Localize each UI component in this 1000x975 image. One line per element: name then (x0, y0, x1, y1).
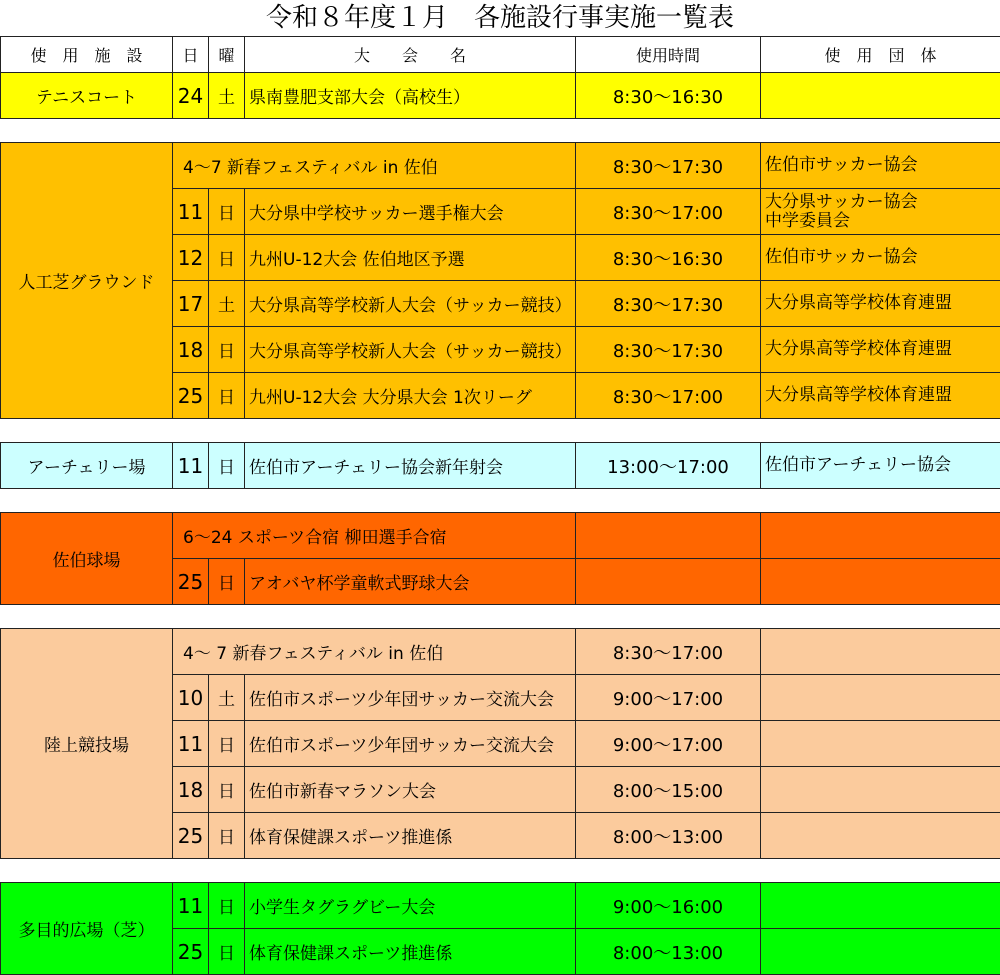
header-day: 日 (173, 37, 209, 73)
page-title: 令和８年度１月 各施設行事実施一覧表 (0, 0, 1000, 36)
weekday-cell: 日 (209, 721, 245, 767)
time-cell: 8:30～17:00 (576, 629, 761, 675)
facility-name: 佐伯球場 (1, 513, 173, 605)
event-period-name: 4～7 新春フェスティバル in 佐伯 (173, 143, 576, 189)
weekday-cell: 土 (209, 73, 245, 119)
weekday-cell: 日 (209, 189, 245, 235)
facility-name: 多目的広場（芝） (1, 883, 173, 975)
time-cell: 9:00～17:00 (576, 721, 761, 767)
event-name: 佐伯市アーチェリー協会新年射会 (245, 443, 576, 489)
event-name: 九州U-12大会 大分県大会 1次リーグ (245, 373, 576, 419)
time-cell: 8:30～16:30 (576, 73, 761, 119)
table-row (1, 513, 1000, 559)
facility-schedule-table (0, 36, 1000, 975)
weekday-cell: 日 (209, 767, 245, 813)
group-cell: 佐伯市サッカー協会 (761, 143, 1000, 189)
time-cell (576, 559, 761, 605)
group-cell (761, 721, 1000, 767)
table-row (1, 143, 1000, 189)
section-spacer (1, 605, 1000, 629)
group-cell: 大分県サッカー協会 中学委員会 (761, 189, 1000, 235)
weekday-cell: 土 (209, 281, 245, 327)
header-group: 使 用 団 体 (761, 37, 1000, 73)
weekday-cell: 日 (209, 559, 245, 605)
day-cell: 11 (173, 443, 209, 489)
group-cell (761, 629, 1000, 675)
section-spacer (1, 419, 1000, 443)
event-name: 佐伯市新春マラソン大会 (245, 767, 576, 813)
event-name: 佐伯市スポーツ少年団サッカー交流大会 (245, 675, 576, 721)
header-weekday: 曜 (209, 37, 245, 73)
table-row (1, 629, 1000, 675)
event-name: 県南豊肥支部大会（高校生） (245, 73, 576, 119)
day-cell: 25 (173, 373, 209, 419)
table-row (1, 883, 1000, 929)
group-cell (761, 73, 1000, 119)
header-row (1, 37, 1000, 73)
group-cell (761, 675, 1000, 721)
event-period-name: 4～ 7 新春フェスティバル in 佐伯 (173, 629, 576, 675)
weekday-cell: 日 (209, 929, 245, 975)
event-name: 佐伯市スポーツ少年団サッカー交流大会 (245, 721, 576, 767)
time-cell: 8:30～17:30 (576, 327, 761, 373)
weekday-cell: 日 (209, 813, 245, 859)
time-cell: 8:00～13:00 (576, 813, 761, 859)
time-cell: 8:30～16:30 (576, 235, 761, 281)
group-cell: 大分県高等学校体育連盟 (761, 281, 1000, 327)
event-name: 大分県高等学校新人大会（サッカー競技） (245, 327, 576, 373)
time-cell: 8:30～17:30 (576, 143, 761, 189)
time-cell: 8:30～17:30 (576, 281, 761, 327)
group-cell (761, 767, 1000, 813)
time-cell (576, 513, 761, 559)
facility-name: テニスコート (1, 73, 173, 119)
spacer-cell (1, 489, 1000, 513)
group-cell: 佐伯市サッカー協会 (761, 235, 1000, 281)
spacer-cell (1, 859, 1000, 883)
event-name: アオバヤ杯学童軟式野球大会 (245, 559, 576, 605)
day-cell: 10 (173, 675, 209, 721)
time-cell: 8:30～17:00 (576, 373, 761, 419)
facility-name: アーチェリー場 (1, 443, 173, 489)
weekday-cell: 土 (209, 675, 245, 721)
section-spacer (1, 119, 1000, 143)
group-cell: 佐伯市アーチェリー協会 (761, 443, 1000, 489)
time-cell: 8:30～17:00 (576, 189, 761, 235)
day-cell: 18 (173, 327, 209, 373)
spacer-cell (1, 605, 1000, 629)
weekday-cell: 日 (209, 373, 245, 419)
time-cell: 9:00～16:00 (576, 883, 761, 929)
day-cell: 18 (173, 767, 209, 813)
event-name: 体育保健課スポーツ推進係 (245, 929, 576, 975)
time-cell: 8:00～15:00 (576, 767, 761, 813)
day-cell: 11 (173, 189, 209, 235)
event-period-name: 6～24 スポーツ合宿 柳田選手合宿 (173, 513, 576, 559)
time-cell: 13:00～17:00 (576, 443, 761, 489)
spacer-cell (1, 419, 1000, 443)
weekday-cell: 日 (209, 327, 245, 373)
group-cell (761, 513, 1000, 559)
event-name: 大分県中学校サッカー選手権大会 (245, 189, 576, 235)
group-cell (761, 559, 1000, 605)
section-spacer (1, 489, 1000, 513)
section-spacer (1, 859, 1000, 883)
group-cell (761, 929, 1000, 975)
facility-name: 人工芝グラウンド (1, 143, 173, 419)
day-cell: 25 (173, 559, 209, 605)
day-cell: 12 (173, 235, 209, 281)
group-cell: 大分県高等学校体育連盟 (761, 327, 1000, 373)
day-cell: 25 (173, 813, 209, 859)
header-facility: 使 用 施 設 (1, 37, 173, 73)
facility-name: 陸上競技場 (1, 629, 173, 859)
event-name: 九州U-12大会 佐伯地区予選 (245, 235, 576, 281)
weekday-cell: 日 (209, 443, 245, 489)
event-name: 大分県高等学校新人大会（サッカー競技） (245, 281, 576, 327)
day-cell: 11 (173, 883, 209, 929)
time-cell: 9:00～17:00 (576, 675, 761, 721)
day-cell: 17 (173, 281, 209, 327)
weekday-cell: 日 (209, 883, 245, 929)
event-name: 体育保健課スポーツ推進係 (245, 813, 576, 859)
group-cell: 大分県高等学校体育連盟 (761, 373, 1000, 419)
group-cell (761, 883, 1000, 929)
header-event: 大 会 名 (245, 37, 576, 73)
header-time: 使用時間 (576, 37, 761, 73)
spacer-cell (1, 119, 1000, 143)
weekday-cell: 日 (209, 235, 245, 281)
time-cell: 8:00～13:00 (576, 929, 761, 975)
table-row (1, 73, 1000, 119)
day-cell: 11 (173, 721, 209, 767)
event-name: 小学生タグラグビー大会 (245, 883, 576, 929)
table-row (1, 443, 1000, 489)
group-cell (761, 813, 1000, 859)
day-cell: 24 (173, 73, 209, 119)
day-cell: 25 (173, 929, 209, 975)
